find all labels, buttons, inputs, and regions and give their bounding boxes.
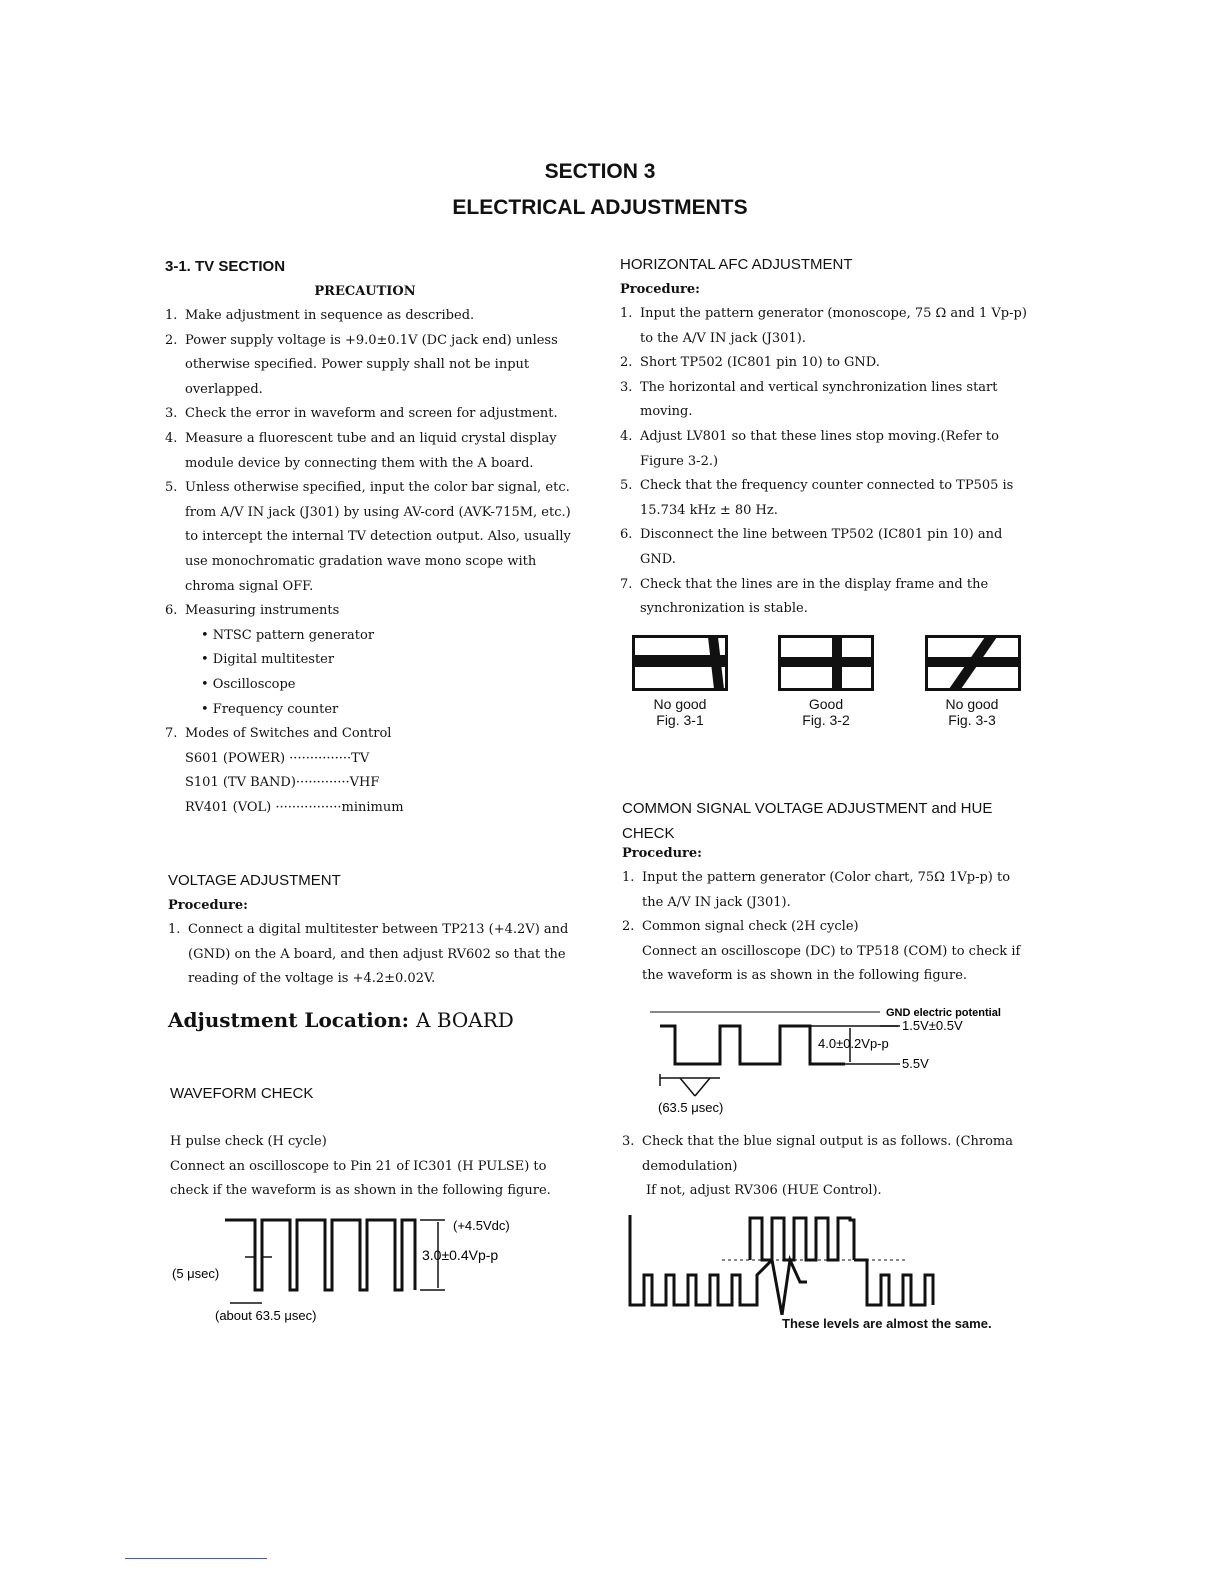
gnd-label: GND electric potential [886,1007,1001,1019]
section-number: SECTION 3 [544,160,656,183]
page-title: ELECTRICAL ADJUSTMENTS [452,196,748,219]
list-item: 6. Disconnect the line between TP502 (IC801 pin 10) and GND. [620,527,1003,567]
common-signal-step3: 3. Check that the blue signal output is as follows. (Chroma demodulation) If not, adjust RV306 (HUE Control). [622,1134,1014,1199]
level-40-label: 4.0±0.2Vp-p [818,1036,889,1051]
blue-signal-waveform [622,1210,1032,1315]
list-item: 5. Unless otherwise specified, input the color bar signal, etc. from A/V IN jack (J301) by using AV-cord (AVK-715M, etc.) to intercept the internal TV detection output. Also, usually use monochromatic gradation wave mono scope with chroma signal OFF. [165,480,571,594]
period-635-label: (63.5 μsec) [658,1100,724,1115]
waveform-heading: WAVEFORM CHECK [170,1085,314,1102]
voltage-step: 1. Connect a digital multitester between TP213 (+4.2V) and (GND) on the A board, and then adjust RV602 so that the reading of the voltage is +4.2±0.02V. [168,922,569,987]
precaution-title: PRECAUTION [314,284,416,299]
list-item: 1. Make adjustment in sequence as described. [165,308,475,323]
afc-heading: HORIZONTAL AFC ADJUSTMENT [620,256,853,273]
vpp-label: 3.0±0.4Vp-p [422,1247,499,1263]
tv-section-heading: 3-1. TV SECTION [165,258,286,275]
vcc-label: (+4.5Vdc) [453,1218,510,1233]
list-item: 2. Short TP502 (IC801 pin 10) to GND. [620,355,880,371]
footer-rule [125,1558,267,1559]
same-levels-caption: These levels are almost the same. [782,1316,992,1331]
list-item: 3. The horizontal and vertical synchronization lines start moving. [620,379,998,420]
h-pulse-waveform [170,1208,570,1328]
list-item: 3. Check the error in waveform and screen for adjustment. [165,406,558,422]
list-item: 5. Check that the frequency counter connected to TP505 is 15.734 kHz ± 80 Hz. [620,478,1014,518]
list-item: 7. Check that the lines are in the display frame and the synchronization is stable. [620,576,989,617]
list-item: 1. Input the pattern generator (monoscope, 75 Ω and 1 Vp-p) to the A/V IN jack (J301). [620,306,1027,346]
waveform-text: H pulse check (H cycle) Connect an oscilloscope to Pin 21 of IC301 (H PULSE) to check if the waveform is as shown in the following figure. [170,1134,551,1199]
fig-3-3-diagram [925,635,1021,691]
list-item: 7. Modes of Switches and Control [165,726,392,742]
list-item: 2. Power supply voltage is +9.0±0.1V (DC jack end) unless otherwise specified. Power supply shall not be input overlapped. [165,332,558,397]
common-signal-procedure: Procedure: [622,846,702,861]
list-item: 1. Input the pattern generator (Color chart, 75Ω 1Vp-p) to the A/V IN jack (J301). [622,870,1011,910]
voltage-heading: VOLTAGE ADJUSTMENT [168,872,341,889]
level-55-label: 5.5V [902,1056,929,1071]
fig-3-2-diagram [778,635,874,691]
adjustment-location: Adjustment Location: A BOARD [168,1008,514,1032]
list-item: 2. Common signal check (2H cycle) [622,919,859,935]
list-item: 6. Measuring instruments [165,603,340,619]
instrument-item: • Digital multitester [201,652,335,668]
period-label: (about 63.5 μsec) [215,1308,317,1323]
common-signal-heading: COMMON SIGNAL VOLTAGE ADJUSTMENT and HUE CHECK [622,800,993,842]
voltage-procedure: Procedure: [168,898,248,913]
mode-row: S601 (POWER) ···············TV [185,750,370,766]
list-item: 4. Measure a fluorescent tube and an liquid crystal display module device by connecting them with the A board. [165,430,557,471]
precaution-list [165,304,580,820]
fig-3-2-caption: Good Fig. 3-2 [802,696,850,728]
fig-3-1-caption: No good Fig. 3-1 [653,696,707,728]
instrument-item: • Frequency counter [201,701,339,717]
instrument-item: • NTSC pattern generator [201,627,375,643]
common-signal-steps: 1. Input the pattern generator (Color chart, 75Ω 1Vp-p) to the A/V IN jack (J301). 2. Common signal check (2H cycle) Connect an oscilloscope (DC) to TP518 (COM) to check if the waveform is as shown in the following figure. [622,866,1034,989]
list-item: 4. Adjust LV801 so that these lines stop moving.(Refer to Figure 3-2.) [620,428,999,469]
fig-3-3-caption: No good Fig. 3-3 [945,696,999,728]
level-15-label: 1.5V±0.5V [902,1018,963,1033]
pulse-train [225,1220,415,1290]
afc-procedure: Procedure: [620,282,700,297]
mode-row: S101 (TV BAND)·············VHF [185,775,380,791]
mode-row: RV401 (VOL) ················minimum [185,799,404,815]
pulse-width-label: (5 μsec) [172,1266,220,1281]
afc-steps [620,302,1032,622]
instrument-item: • Oscilloscope [201,676,296,692]
fig-3-1-diagram [632,635,728,691]
com-waveform [640,996,1040,1118]
